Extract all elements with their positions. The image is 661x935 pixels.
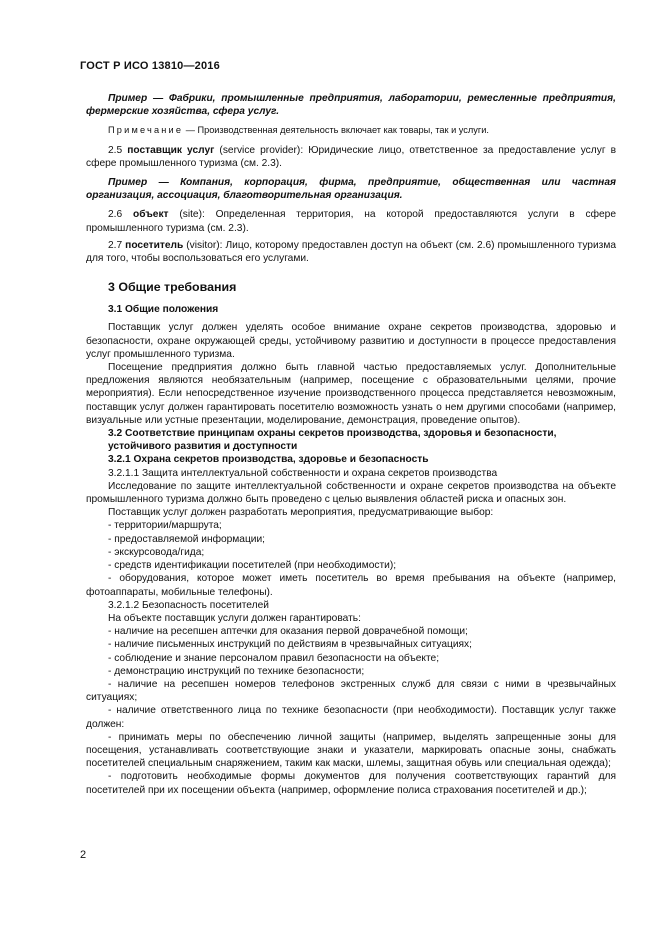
list-item: - экскурсовода/гида; bbox=[108, 546, 205, 558]
definition-text: (visitor): Лицо, которому предоставлен доступ на объект (см. 2.6) промышленного туризма для того, чтобы воспользоваться его услугами. bbox=[86, 239, 616, 265]
list-item: - территории/маршрута; bbox=[108, 520, 222, 532]
definition-text: (service provider): Юридические лицо, ответственное за предоставление услуг в сфере промышленного туризма (см. 2.3). bbox=[86, 144, 616, 169]
list-item: - принимать меры по обеспечению личной защиты (например, выделять запрещенные зоны для посещения, устанавливать соответствующие знаки и указатели, маркировать опасные зоны, снабжать посетителей специальным снаряжением, таким как маски, шлемы, защитная обувь или специальная одежда); bbox=[86, 731, 616, 770]
page-content bbox=[86, 92, 616, 797]
definition-term: поставщик услуг bbox=[127, 144, 215, 156]
definition-number: 2.6 bbox=[108, 209, 133, 221]
example-paragraph: Пример — Фабрики, промышленные предприятия, лаборатории, ремесленные предприятия, фермерские хозяйства, сфера услуг. bbox=[86, 93, 616, 118]
list-item: - наличие ответственного лица по технике безопасности (при необходимости). Поставщик услуг также должен: bbox=[86, 705, 616, 730]
list-item: - соблюдение и знание персоналом правил безопасности на объекте; bbox=[108, 652, 440, 664]
subsection-heading: 3.1 Общие положения bbox=[108, 304, 219, 316]
clause-heading: 3.2.1.2 Безопасность посетителей bbox=[108, 599, 269, 611]
definition-term: объект bbox=[132, 209, 169, 221]
definition-2-5 bbox=[86, 144, 616, 170]
list-item: - наличие на ресепшен аптечки для оказания первой доврачебной помощи; bbox=[108, 626, 468, 638]
section-heading: 3 Общие требования bbox=[108, 280, 237, 295]
definition-term: посетитель bbox=[125, 239, 184, 251]
clause-heading: 3.2.1.1 Защита интеллектуальной собственности и охрана секретов производства bbox=[108, 467, 498, 479]
body-paragraph: Поставщик услуг должен уделять особое внимание охране секретов производства, здоровью и безопасности, охране окружающей среды, устойчивому развитию и доступности в процессе предоставления услуг промышленного туризма. bbox=[86, 322, 616, 360]
definition-number: 2.7 bbox=[108, 239, 126, 251]
note-label: Примечание bbox=[108, 125, 184, 136]
body-paragraph: Исследование по защите интеллектуальной собственности и охране секретов производства на объекте промышленного туризма должно быть проведено с целью выявления областей риска и опасных зон. bbox=[86, 480, 616, 506]
list-item: - средств идентификации посетителей (при необходимости); bbox=[108, 560, 397, 572]
list-item: - демонстрацию инструкций по технике безопасности; bbox=[108, 665, 365, 677]
definition-number: 2.5 bbox=[108, 144, 128, 156]
note-text: — Производственная деятельность включает как товары, так и услуги. bbox=[183, 125, 489, 136]
body-paragraph: Посещение предприятия должно быть главной частью предоставляемых услуг. Дополнительные предложения являются необязательным (например, посещение с образовательными целями, прочие мероприятия). Если непосредственное изучение производственного процесса представляется невозможным, поставщик услуг должен гарантировать посетителю возможность узнать о нем другими способами (например, визуальные или устные презентации, моделирование, демонстрация, проведение опытов). bbox=[86, 362, 616, 426]
list-item: - наличие письменных инструкций по действиям в чрезвычайных ситуациях; bbox=[108, 639, 472, 651]
example-paragraph: Пример — Компания, корпорация, фирма, предприятие, общественная или частная организация, ассоциация, благотворительная организация. bbox=[86, 177, 616, 202]
document-header: ГОСТ Р ИСО 13810—2016 bbox=[80, 60, 220, 72]
note-paragraph bbox=[86, 124, 616, 137]
list-item: - подготовить необходимые формы документов для получения соответствующих гарантий для посетителей при их посещении объекта (например, оформление полиса страхования посетителей и др.); bbox=[86, 771, 616, 796]
definition-text: (site): Определенная территория, на которой предоставляются услуги в сфере промышленного туризма (см. 2.3). bbox=[86, 209, 616, 234]
definition-2-6 bbox=[86, 208, 616, 234]
list-item: - оборудования, которое может иметь посетитель во время пребывания на объекте (например, фотоаппараты, мобильные телефоны). bbox=[86, 573, 616, 598]
body-paragraph: На объекте поставщик услуги должен гарантировать: bbox=[108, 612, 361, 624]
list-item: - наличие на ресепшен номеров телефонов экстренных служб для связи с ними в чрезвычайных ситуациях; bbox=[86, 678, 616, 704]
subsection-heading: 3.2 Соответствие принципам охраны секретов производства, здоровья и безопасности, устойчивого развития и доступности bbox=[108, 428, 557, 453]
subsection-heading: 3.2.1 Охрана секретов производства, здоровье и безопасность bbox=[108, 454, 429, 466]
body-paragraph: Поставщик услуг должен разработать мероприятия, предусматривающие выбор: bbox=[108, 507, 494, 519]
page-number: 2 bbox=[80, 849, 87, 861]
list-item: - предоставляемой информации; bbox=[108, 533, 266, 545]
definition-2-7 bbox=[86, 239, 616, 265]
